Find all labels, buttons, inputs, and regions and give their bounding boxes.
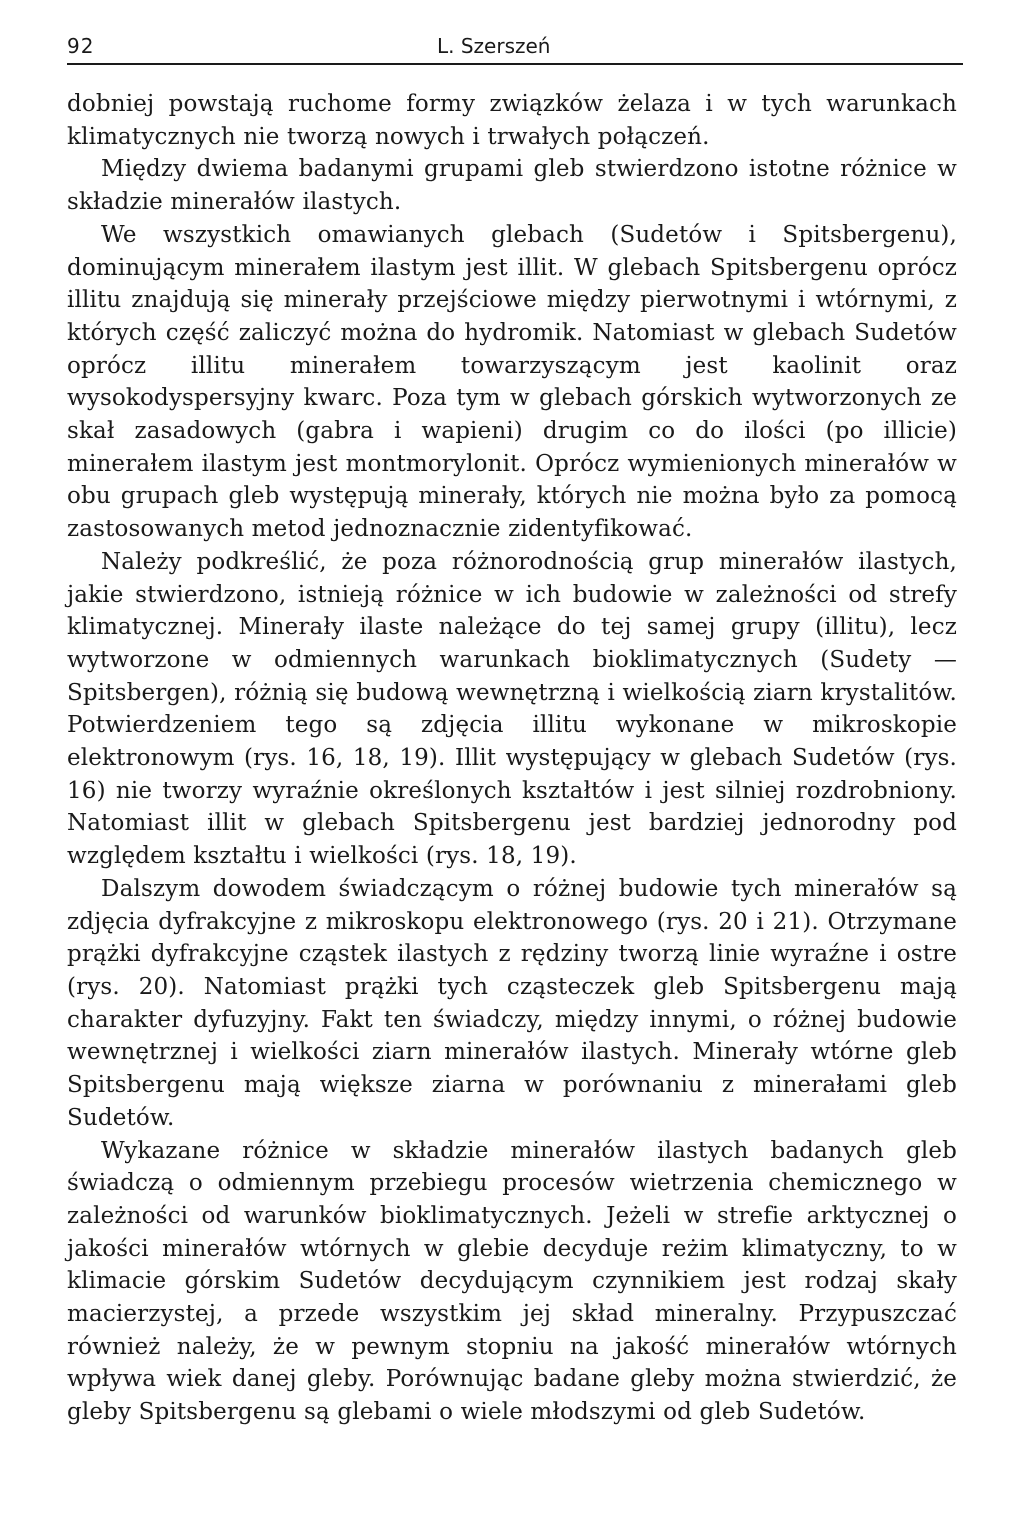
journal-page [67,28,957,1429]
running-author: L. Szerszeń [437,34,551,58]
paragraph: Między dwiema badanymi grupami gleb stwierdzono istotne różnice w składzie minerałów ilastych. [67,156,957,216]
paragraph: We wszystkich omawianych glebach (Sudetów i Spitsbergenu), dominującym minerałem ilastym jest illit. W glebach Spitsbergenu oprócz illitu znajdują się minerały przejściowe między pierwotnymi i wtórnymi, z których część zaliczyć można do hydromik. Natomiast w glebach Sudetów oprócz illitu minerałem towarzyszącym jest kaolinit oraz wysokodyspersyjny kwarc. Poza tym w glebach górskich wytworzonych ze skał zasadowych (gabra i wapieni) drugim co do ilości (po illicie) minerałem ilastym jest montmorylonit. Oprócz wymienionych minerałów w obu grupach gleb występują minerały, których nie można było za pomocą zastosowanych metod jednoznacznie zidentyfikować. [67,221,957,543]
paragraph-continuation: dobniej powstają ruchome formy związków żelaza i w tych warunkach klimatycznych nie tworzą nowych i trwałych połączeń. [67,91,957,150]
page-number: 92 [67,34,95,58]
header-rule [67,63,963,65]
running-head [67,28,957,64]
body-text [67,88,957,1429]
paragraph: Dalszym dowodem świadczącym o różnej budowie tych minerałów są zdjęcia dyfrakcyjne z mikroskopu elektronowego (rys. 20 i 21). Otrzymane prążki dyfrakcyjne cząstek ilastych z rędziny tworzą linie wyraźne i ostre (rys. 20). Natomiast prążki tych cząsteczek gleb Spitsbergenu mają charakter dyfuzyjny. Fakt ten świadczy, między innymi, o różnej budowie wewnętrznej i wielkości ziarn minerałów ilastych. Minerały wtórne gleb Spitsbergenu mają większe ziarna w porównaniu z minerałami gleb Sudetów. [67,875,957,1131]
paragraph: Należy podkreślić, że poza różnorodnością grup minerałów ilastych, jakie stwierdzono, istnieją różnice w ich budowie w zależności od strefy klimatycznej. Minerały ilaste należące do tej samej grupy (illitu), lecz wytworzone w odmiennych warunkach bioklimatycznych (Sudety — Spitsbergen), różnią się budową wewnętrzną i wielkością ziarn krystalitów. Potwierdzeniem tego są zdjęcia illitu wykonane w mikroskopie elektronowym (rys. 16, 18, 19). Illit występujący w glebach Sudetów (rys. 16) nie tworzy wyraźnie określonych kształtów i jest silniej rozdrobniony. Natomiast illit w glebach Spitsbergenu jest bardziej jednorodny pod względem kształtu i wielkości (rys. 18, 19). [67,548,957,870]
paragraph: Wykazane różnice w składzie minerałów ilastych badanych gleb świadczą o odmiennym przebiegu procesów wietrzenia chemicznego w zależności od warunków bioklimatycznych. Jeżeli w strefie arktycznej o jakości minerałów wtórnych w glebie decyduje reżim klimatyczny, to w klimacie górskim Sudetów decydującym czynnikiem jest rodzaj skały macierzystej, a przede wszystkim jej skład mineralny. Przypuszczać również należy, że w pewnym stopniu na jakość minerałów wtórnych wpływa wiek danej gleby. Porównując badane gleby można stwierdzić, że gleby Spitsbergenu są glebami o wiele młodszymi od gleb Sudetów. [67,1137,957,1426]
